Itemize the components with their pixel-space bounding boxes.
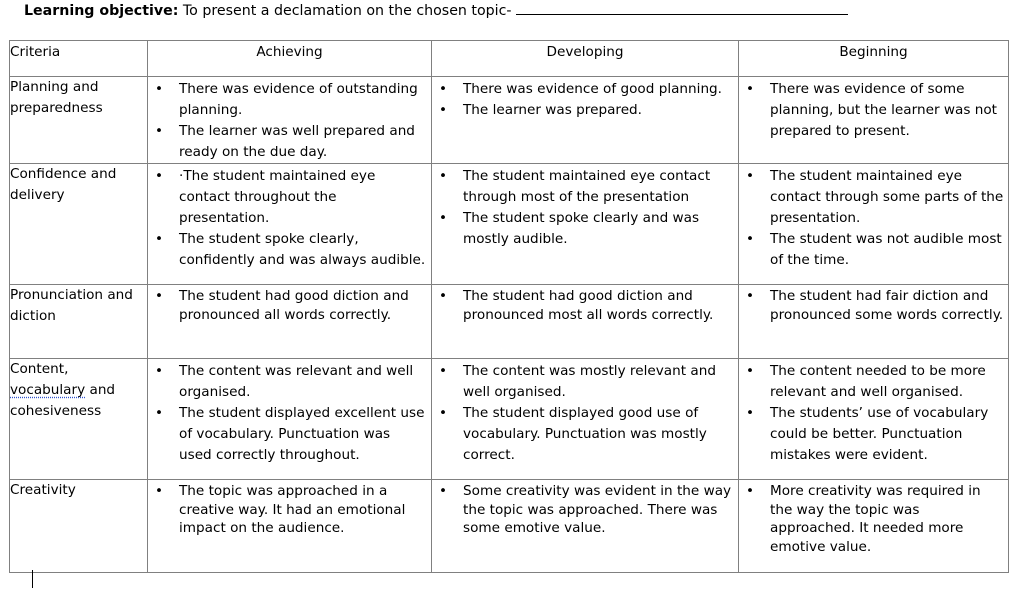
list-item: • The student maintained eye contact through most of the presentation <box>439 166 734 208</box>
header-beginning: Beginning <box>739 41 1009 77</box>
list-item: • The learner was prepared. <box>439 100 734 121</box>
list-item: • The content was relevant and well organised. <box>155 361 427 403</box>
list-item: • More creativity was required in the way the topic was approached. It needed more emotive value. <box>746 482 1004 556</box>
table-row <box>10 285 1009 359</box>
list-item: • The student displayed excellent use of vocabulary. Punctuation was used correctly throughout. <box>155 403 427 466</box>
header-achieving: Achieving <box>148 41 432 77</box>
list-item: • The student maintained eye contact through some parts of the presentation. <box>746 166 1004 229</box>
list-item: • The topic was approached in a creative way. It had an emotional impact on the audience. <box>155 482 427 538</box>
list-item: • There was evidence of outstanding planning. <box>155 79 427 121</box>
table-row <box>10 164 1009 285</box>
header-developing: Developing <box>432 41 739 77</box>
achieving-cell <box>148 480 432 573</box>
criterion-cell: Creativity <box>10 480 148 573</box>
table-row <box>10 77 1009 164</box>
developing-cell <box>432 285 739 359</box>
table-row <box>10 359 1009 480</box>
achieving-cell <box>148 164 432 285</box>
list-item: • The students’ use of vocabulary could be better. Punctuation mistakes were evident. <box>746 403 1004 466</box>
objective-label: Learning objective: <box>24 3 179 19</box>
list-item: • The student had good diction and pronounced most all words correctly. <box>439 287 734 324</box>
table-row <box>10 480 1009 573</box>
spellcheck-word: vocabulary <box>10 382 86 398</box>
list-item: • The content was mostly relevant and well organised. <box>439 361 734 403</box>
list-item: • The student was not audible most of the time. <box>746 229 1004 271</box>
header-criteria: Criteria <box>10 41 148 77</box>
list-item: • The student had good diction and pronounced all words correctly. <box>155 287 427 324</box>
list-item: • The student spoke clearly, confidently and was always audible. <box>155 229 427 271</box>
beginning-cell <box>739 77 1009 164</box>
list-item: • The student spoke clearly and was mostly audible. <box>439 208 734 250</box>
rubric-table <box>9 40 1009 573</box>
criterion-text-part: Content, <box>10 361 69 377</box>
list-item: • The learner was well prepared and ready on the due day. <box>155 121 427 163</box>
achieving-cell <box>148 77 432 164</box>
criterion-cell: Planning and preparedness <box>10 77 148 164</box>
developing-cell <box>432 77 739 164</box>
beginning-cell <box>739 480 1009 573</box>
list-item: • The student displayed good use of vocabulary. Punctuation was mostly correct. <box>439 403 734 466</box>
text-cursor[interactable] <box>32 570 33 588</box>
list-item: • ·The student maintained eye contact throughout the presentation. <box>155 166 427 229</box>
beginning-cell <box>739 285 1009 359</box>
criterion-cell: Confidence and delivery <box>10 164 148 285</box>
beginning-cell <box>739 164 1009 285</box>
list-item: • There was evidence of some planning, but the learner was not prepared to present. <box>746 79 1004 142</box>
learning-objective <box>24 0 848 22</box>
developing-cell <box>432 480 739 573</box>
beginning-cell <box>739 359 1009 480</box>
list-item: • The content needed to be more relevant and well organised. <box>746 361 1004 403</box>
header-row <box>10 41 1009 77</box>
list-item: • Some creativity was evident in the way the topic was approached. There was some emotive value. <box>439 482 734 538</box>
list-item: • There was evidence of good planning. <box>439 79 734 100</box>
developing-cell <box>432 164 739 285</box>
criterion-cell: Pronunciation and diction <box>10 285 148 359</box>
achieving-cell <box>148 359 432 480</box>
objective-text: To present a declamation on the chosen topic- <box>182 3 512 19</box>
criterion-text-part: and cohesiveness <box>10 382 116 419</box>
achieving-cell <box>148 285 432 359</box>
topic-blank-line <box>516 0 848 15</box>
criterion-cell <box>10 359 148 480</box>
list-item: • The student had fair diction and pronounced some words correctly. <box>746 287 1004 324</box>
developing-cell <box>432 359 739 480</box>
